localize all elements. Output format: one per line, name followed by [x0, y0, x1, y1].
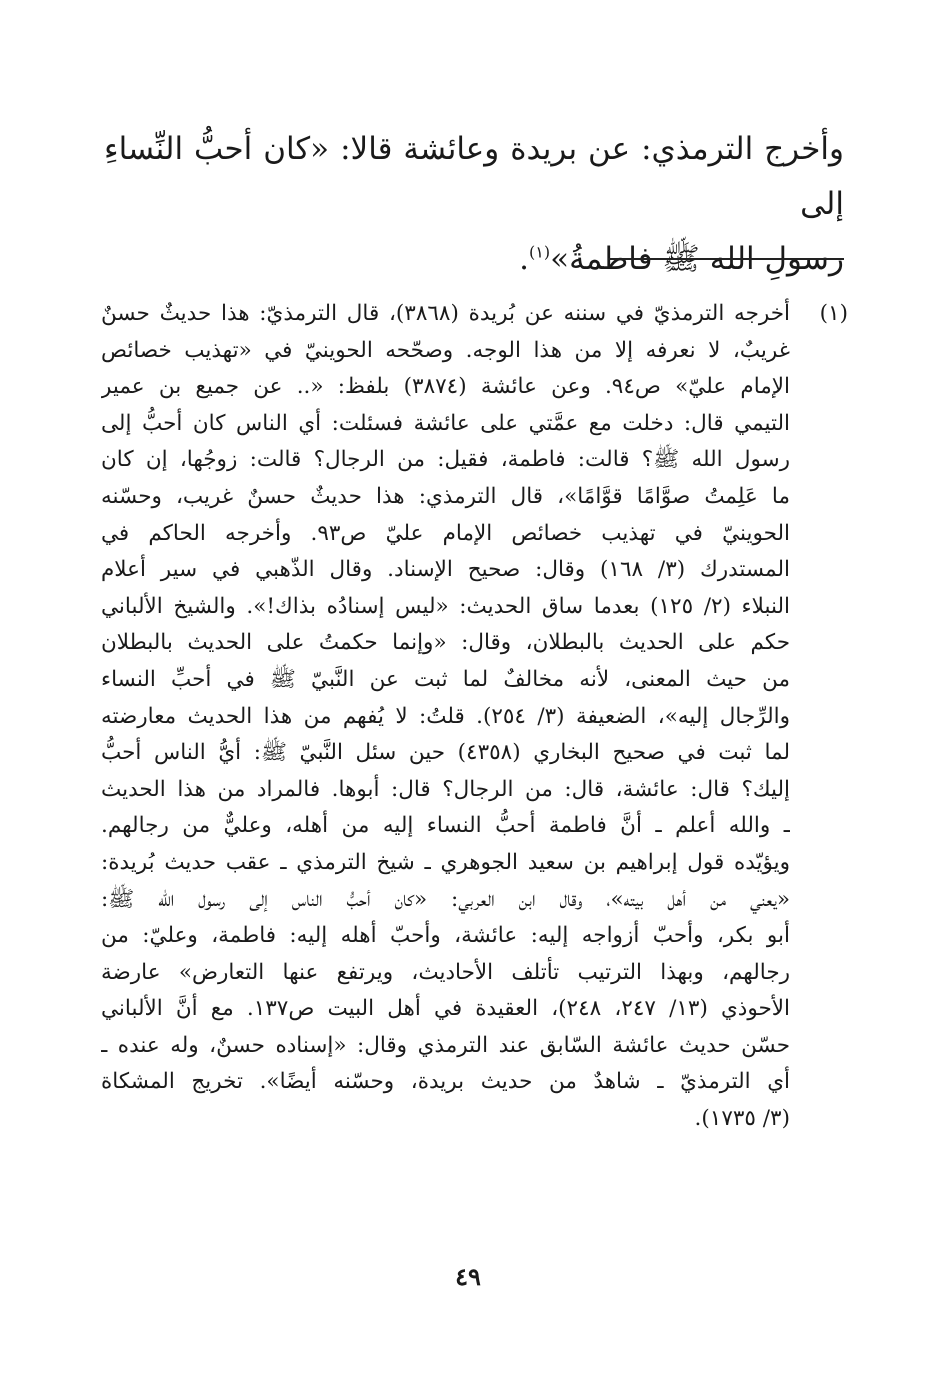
footnote-marker: (١): [819, 301, 848, 326]
footnote-line: غريبٌ، لا نعرفه إلا من هذا الوجه. وصحّحه الحوينيّ في «تهذيب خصائص: [101, 337, 790, 363]
footnote-line: والرِّجال إليه»، الضعيفة (٣/ ٢٥٤). قلتُ: لا يُفهم من هذا الحديث معارضته: [101, 703, 790, 729]
footnote-line: ـ والله أعلم ـ أنَّ فاطمة أحبُّ النساء إليه من أهله، وعليٌّ من رجالهم.: [101, 813, 790, 839]
main-line-1: وأخرج الترمذي: عن بريدة وعائشة قالا: «كان أحبُّ النِّساءِ إلى: [104, 131, 844, 222]
main-line-2-text: رسولِ الله ﷺ فاطمةُ»: [550, 241, 844, 277]
footnote-divider: [608, 258, 844, 260]
page-number: ٤٩: [455, 1262, 481, 1291]
footnote-line: أبو بكر، وأحبّ أزواجه إليه: عائشة، وأحبّ أهله إليه: فاطمة، وعليّ: من: [101, 923, 790, 949]
footnote-line: رسول الله ﷺ؟ قالت: فاطمة، فقيل: من الرجال؟ قالت: زوجُها، إن كان: [101, 447, 790, 473]
footnote-line: المستدرك (٣/ ١٦٨) وقال: صحيح الإسناد. وقال الذّهبي في سير أعلام: [101, 557, 790, 583]
footnote-line: أخرجه الترمذيّ في سننه عن بُريدة (٣٨٦٨)، قال الترمذيّ: هذا حديثٌ حسنٌ: [101, 301, 790, 326]
footnote-reference[interactable]: (١): [529, 242, 551, 262]
footnote-body: [101, 296, 790, 1138]
main-line-2-end: .: [519, 241, 530, 277]
footnote-line: «يعني من أهل بيته»، وقال ابن العربي: «كان أحبُّ الناس إلى رسول الله ﷺ:: [101, 886, 790, 912]
footnote-line: حسّن حديث عائشة السّابق عند الترمذي وقال: «إسناده حسنٌ، وله عنده ـ: [101, 1032, 790, 1058]
footnote-line: إليك؟ قال: عائشة، قال: من الرجال؟ قال: أبوها. فالمراد من هذا الحديث: [101, 776, 790, 802]
footnote-line: رجالهم، وبهذا الترتيب تأتلف الأحاديث، ويرتفع عنها التعارض» عارضة: [101, 959, 790, 985]
footnote-line: أي الترمذيّ ـ شاهدٌ من حديث بريدة، وحسّنه أيضًا». تخريج المشكاة: [101, 1069, 790, 1095]
footnote-line: التيمي قال: دخلت مع عمَّتي على عائشة فسئلت: أي الناس كان أحبُّ إلى: [101, 410, 790, 436]
footnote: [101, 296, 846, 1138]
footnote-line: النبلاء (٢/ ١٢٥) بعدما ساق الحديث: «ليس إسنادُه بذاك!». والشيخ الألباني: [101, 593, 790, 619]
footnote-line: الحوينيّ في تهذيب خصائص الإمام عليّ ص٩٣. وأخرجه الحاكم في: [101, 520, 790, 546]
footnote-line: الإمام عليّ» ص٩٤. وعن عائشة (٣٨٧٤) بلفظ: «.. عن جميع بن عمير: [101, 374, 790, 400]
footnote-line: من حيث المعنى، لأنه مخالفٌ لما ثبت عن النَّبيّ ﷺ في أحبِّ النساء: [101, 666, 790, 692]
footnote-line: حكم على الحديث بالبطلان، وقال: «وإنما حكمتُ على الحديث بالبطلان: [101, 630, 790, 656]
footnote-line: (٣/ ١٧٣٥).: [694, 1106, 790, 1132]
footnote-line: ويؤيّده قول إبراهيم بن سعيد الجوهري ـ شيخ الترمذي ـ عقب حديث بُريدة:: [101, 849, 790, 875]
footnote-line: لما ثبت في صحيح البخاري (٤٣٥٨) حين سئل النَّبيّ ﷺ: أيُّ الناس أحبُّ: [101, 740, 790, 766]
footnote-line: ما عَلِمتُ صوَّامًا قوَّامًا»، قال الترمذي: هذا حديثٌ حسنٌ غريب، وحسّنه: [101, 483, 790, 509]
footnote-line: الأحوذي (١٣/ ٢٤٧، ٢٤٨)، العقيدة في أهل البيت ص١٣٧. مع أنَّ الألباني: [101, 996, 790, 1022]
main-paragraph: [104, 122, 844, 287]
